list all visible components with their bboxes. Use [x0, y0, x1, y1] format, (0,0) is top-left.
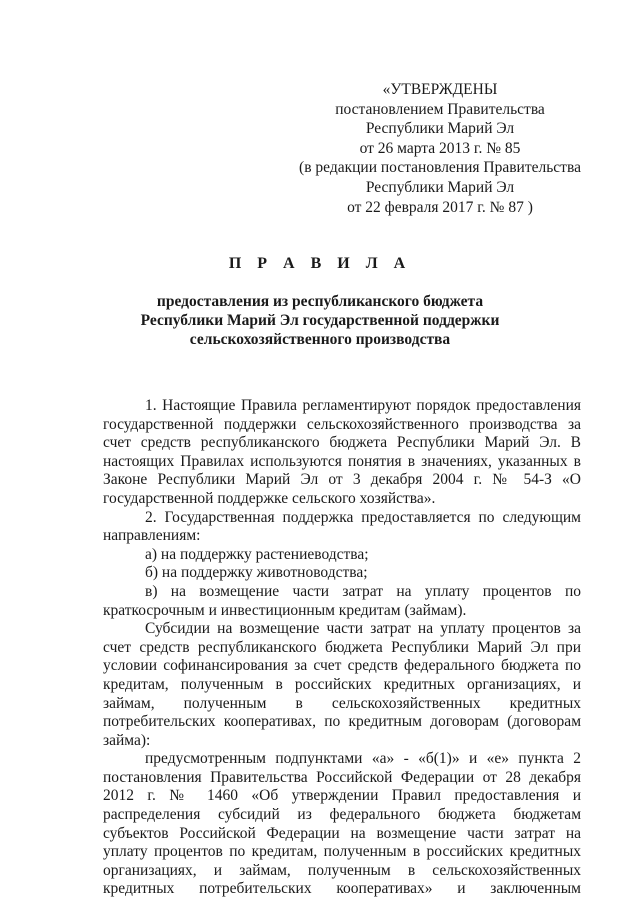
approval-line: постановлением Правительства — [335, 100, 545, 118]
subtitle-line: предоставления из республиканского бюджета — [156, 293, 484, 310]
approval-stamp — [290, 80, 590, 217]
subtitle-line: сельскохозяйственного производства — [189, 331, 451, 348]
paragraph: 2. Государственная поддержка предоставляется по следующим направлениям: — [103, 508, 581, 545]
paragraph: предусмотренным подпунктами «а» - «б(1)» и «е» пункта 2 постановления Правительства Российской Федерации от 28 декабря 2012 г. № 1460 «Об утверждении Правил предоставления и распределения субсидий из федерального бюджета бюджетам субъектов Российской Федерации на возмещение части затрат на уплату процентов по кредитам, полученным в российских кредитных организациях, и займам, полученным в сельскохозяйственных кредитных потребительских кооперативах» и заключенным — [103, 750, 581, 898]
approval-line: Республики Марий Эл — [365, 120, 515, 138]
subtitle-line: Республики Марий Эл государственной поддержки — [140, 312, 500, 329]
document-title: П Р А В И Л А — [228, 255, 412, 272]
list-item: б) на поддержку животноводства; — [145, 564, 368, 582]
paragraph: Субсидии на возмещение части затрат на уплату процентов за счет средств республиканского бюджета Республики Марий Эл при условии софинансирования за счет средств федерального бюджета по кредитам, полученным в российских кредитных организациях, и займам, полученным в сельскохозяйственных кредитных потребительских кооперативах, по кредитным договорам (договорам займа): — [103, 620, 581, 749]
approval-line: от 22 февраля 2017 г. № 87 ) — [347, 198, 533, 216]
document-body — [103, 397, 581, 899]
paragraph: 1. Настоящие Правила регламентируют порядок предоставления государственной поддержки сельскохозяйственного производства за счет средств республиканского бюджета Республики Марий Эл. В настоящих Правилах используются понятия в значениях, указанных в Законе Республики Марий Эл от 3 декабря 2004 г. № 54-З «О государственной поддержке сельского хозяйства». — [103, 397, 581, 507]
approval-line: «УТВЕРЖДЕНЫ — [382, 81, 498, 98]
document-subtitle — [120, 292, 520, 349]
list-item: в) на возмещение части затрат на уплату процентов по краткосрочным и инвестиционным кредитам (займам). — [103, 582, 581, 619]
approval-line: (в редакции постановления Правительства — [299, 159, 581, 177]
approval-line: от 26 марта 2013 г. № 85 — [359, 139, 521, 157]
approval-line: Республики Марий Эл — [365, 178, 515, 196]
list-item: а) на поддержку растениеводства; — [145, 545, 369, 563]
